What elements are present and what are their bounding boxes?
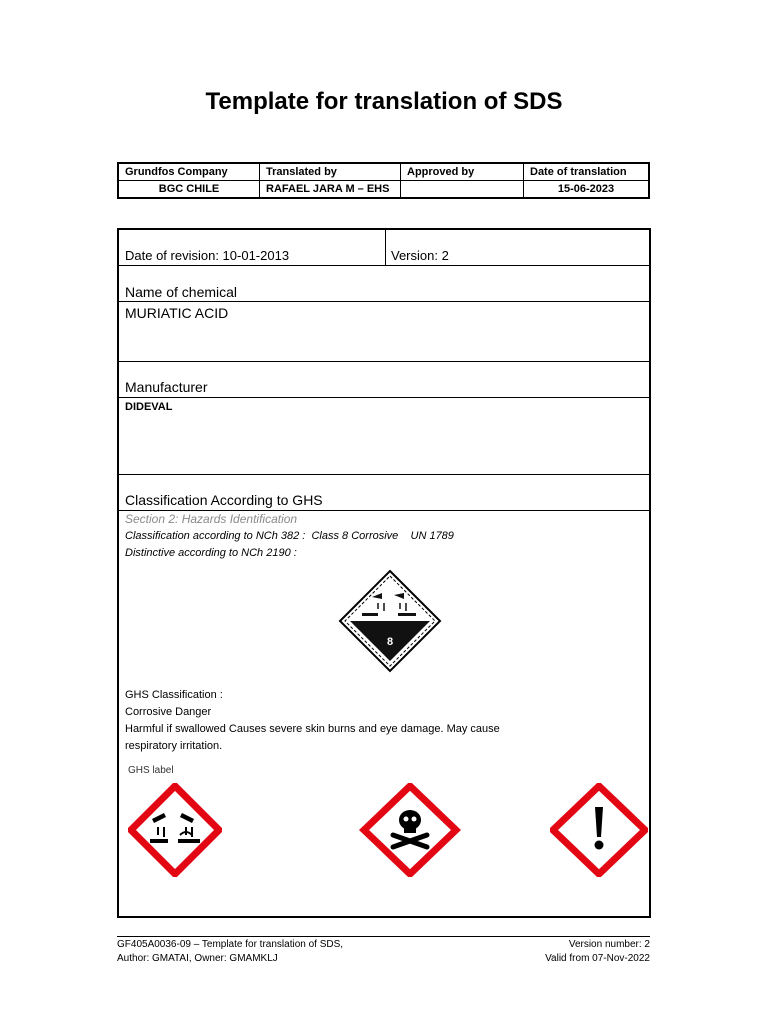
ghs-line: GHS Classification :	[125, 689, 223, 701]
page-title: Template for translation of SDS	[205, 88, 563, 115]
sds-form	[117, 228, 651, 918]
classification-label: Classification According to GHS	[125, 492, 323, 508]
company-cell: BGC CHILE	[118, 181, 260, 199]
approver-cell	[401, 181, 524, 199]
table-row	[118, 181, 649, 199]
chemical-label: Name of chemical	[125, 284, 238, 300]
footer-left	[117, 938, 343, 966]
class-number: 8	[386, 636, 394, 648]
chemical-label-row	[119, 266, 649, 302]
version-number: Version number: 2	[568, 939, 650, 950]
corrosion-icon	[128, 783, 222, 877]
nch2190-line: Distinctive according to NCh 2190 :	[125, 547, 297, 559]
version-label: Version: 2	[391, 248, 449, 263]
manufacturer-label: Manufacturer	[125, 379, 208, 395]
revision-row	[119, 230, 649, 266]
nch382-line: Classification according to NCh 382 : Class 8 Corrosive UN 1789	[125, 530, 454, 542]
column-header: Approved by	[401, 163, 524, 181]
corrosive-class-8-icon	[338, 569, 442, 673]
exclamation-mark-icon	[550, 783, 648, 877]
manufacturer-value-row	[119, 398, 649, 475]
translation-info-table	[117, 162, 650, 199]
manufacturer-label-row	[119, 362, 649, 398]
translator-cell: RAFAEL JARA M – EHS	[260, 181, 401, 199]
footer-right	[545, 938, 650, 966]
valid-from: Valid from 07-Nov-2022	[545, 953, 650, 964]
column-header: Translated by	[260, 163, 401, 181]
author-owner: Author: GMATAI, Owner: GMAMKLJ	[117, 953, 278, 964]
revision-date: Date of revision: 10-01-2013	[125, 248, 290, 263]
ghs-line: Harmful if swallowed Causes severe skin burns and eye damage. May cause	[125, 723, 500, 735]
chemical-value: MURIATIC ACID	[125, 305, 229, 321]
manufacturer-value: DIDEVAL	[125, 401, 173, 413]
section-heading: Section 2: Hazards Identification	[125, 512, 298, 526]
classification-label-row	[119, 475, 649, 511]
document-reference: GF405A0036-09 – Template for translation of SDS,	[117, 939, 344, 950]
ghs-classification-text	[125, 687, 500, 755]
skull-crossbones-icon	[359, 783, 461, 877]
table-header-row	[118, 163, 649, 181]
ghs-line: Corrosive Danger	[125, 706, 212, 718]
ghs-label-caption: GHS label	[128, 765, 174, 776]
ghs-line: respiratory irritation.	[125, 740, 223, 752]
column-header: Date of translation	[524, 163, 650, 181]
divider	[385, 230, 386, 265]
chemical-value-row	[119, 302, 649, 362]
classification-content	[119, 511, 649, 916]
column-header: Grundfos Company	[118, 163, 260, 181]
date-cell: 15-06-2023	[524, 181, 650, 199]
page-footer	[117, 936, 650, 964]
